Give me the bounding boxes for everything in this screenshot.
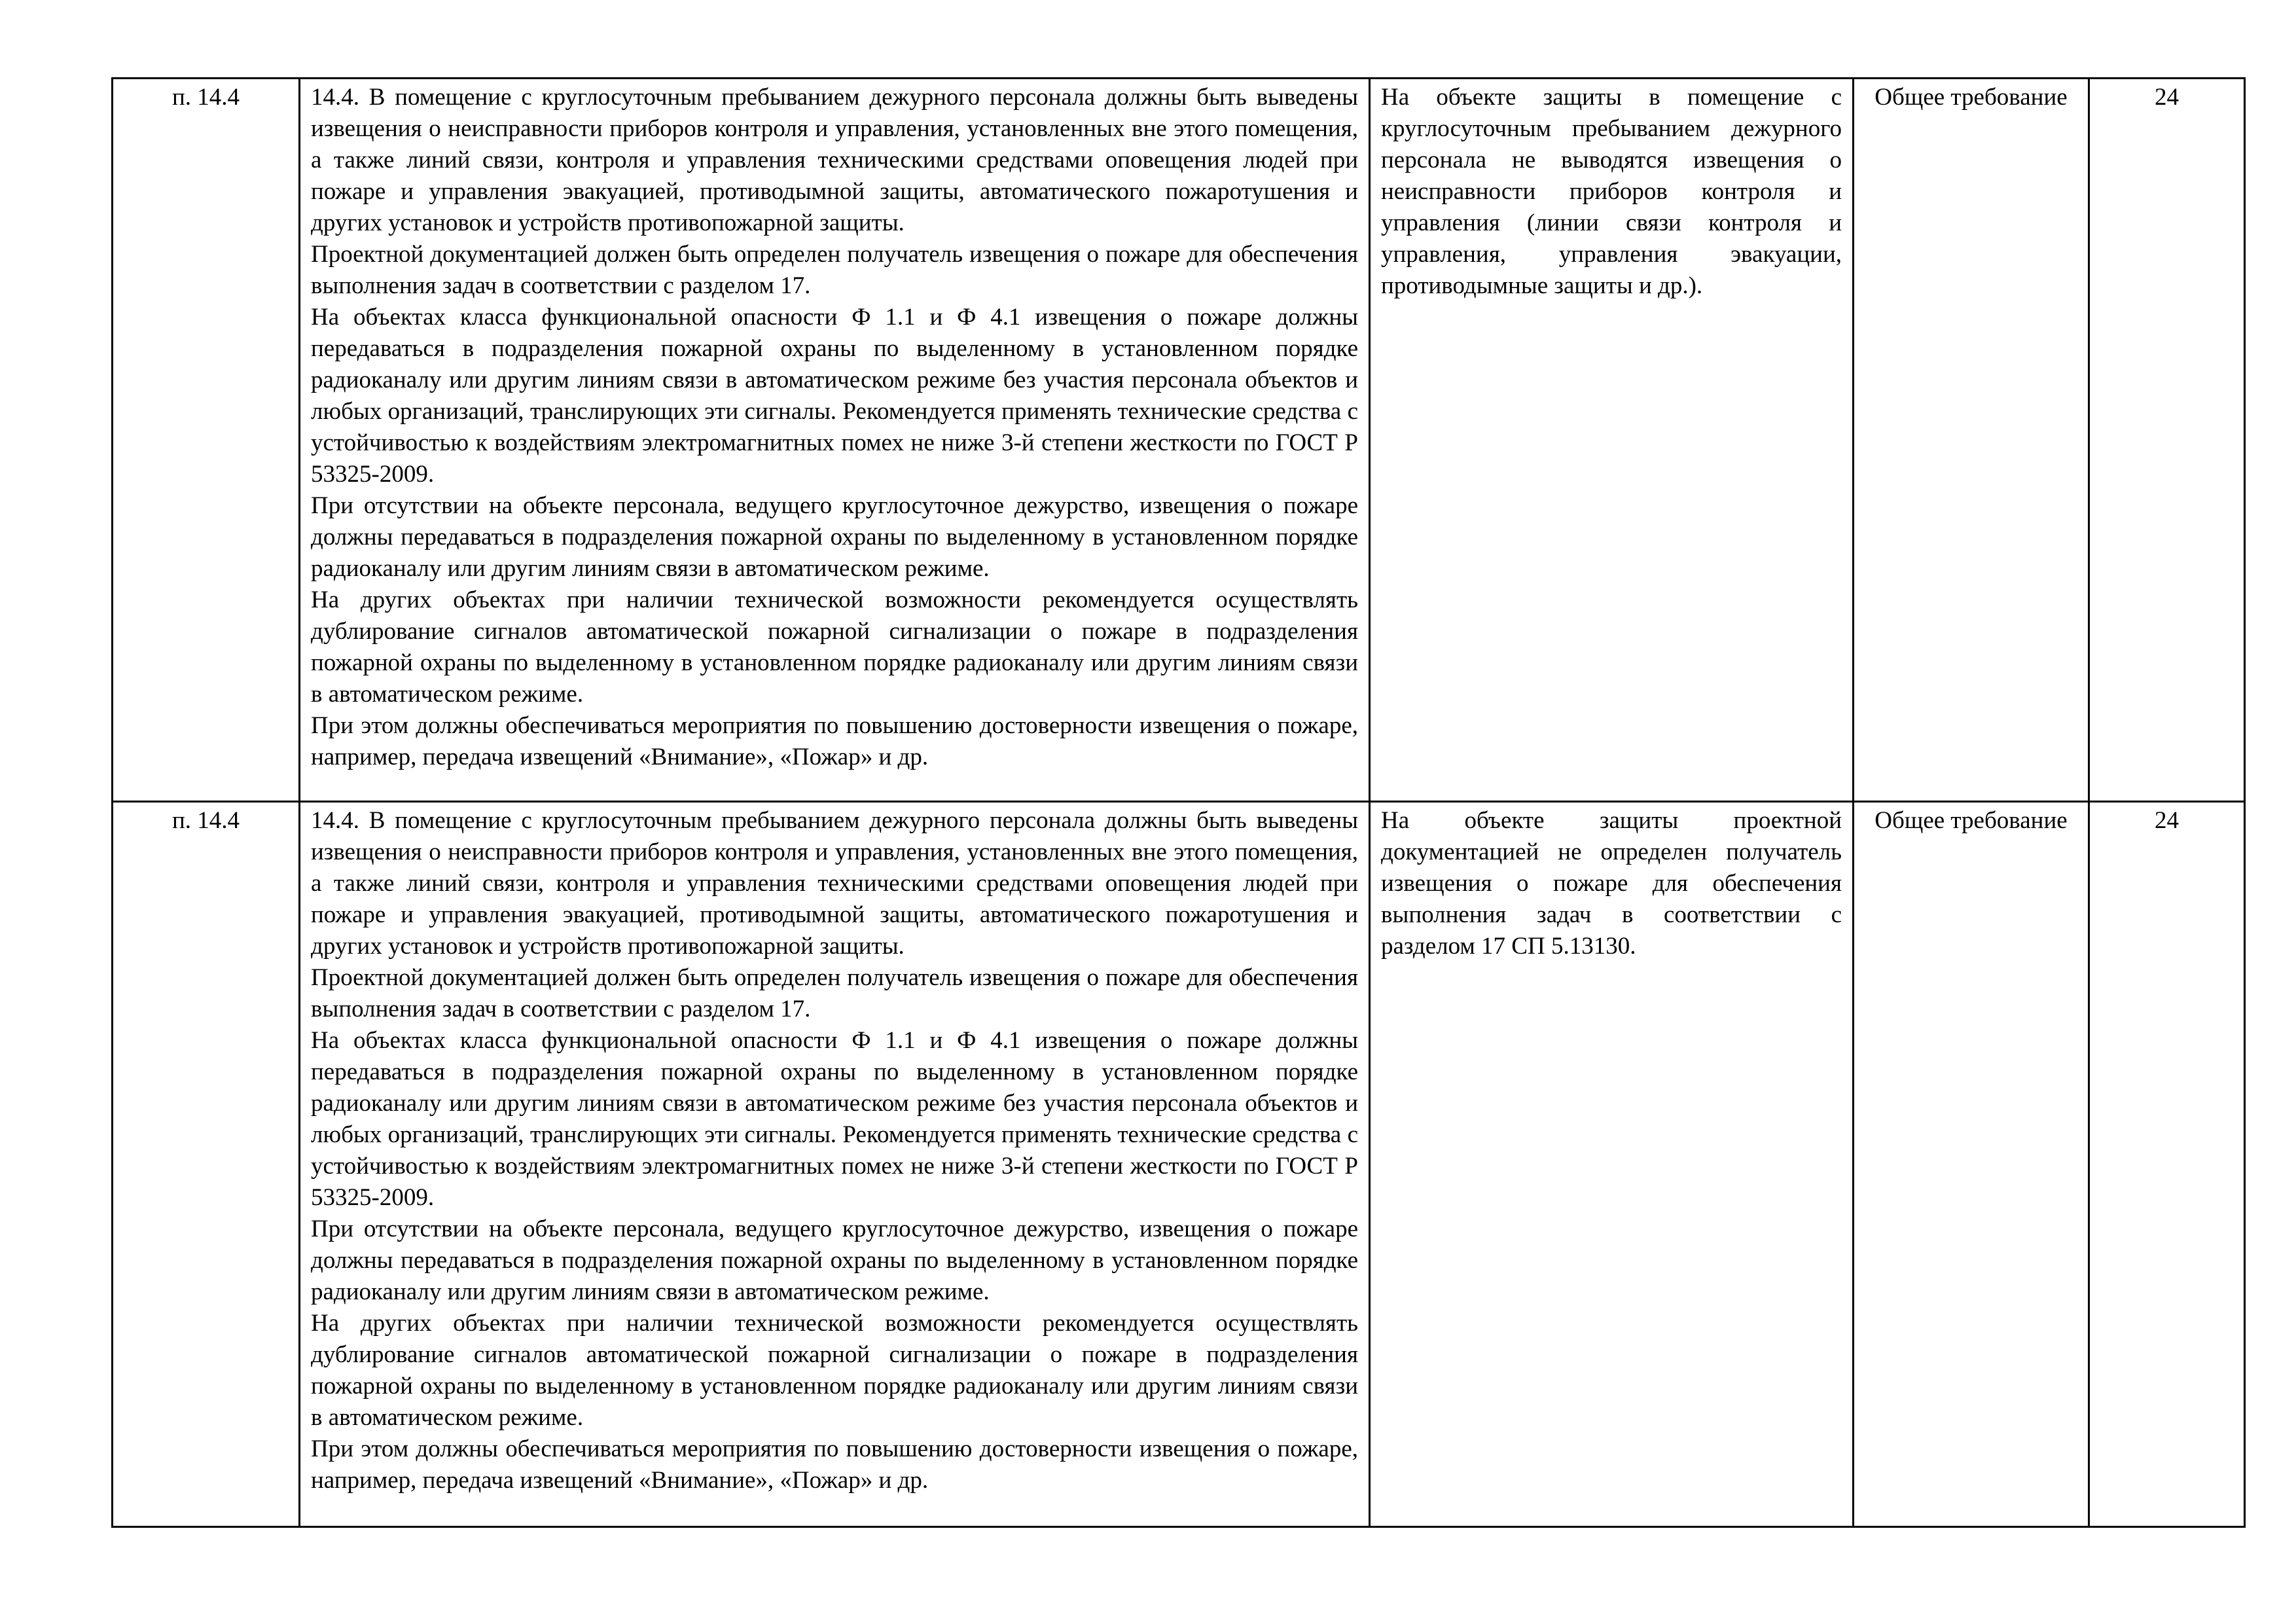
requirement-paragraph: На объектах класса функциональной опасности Ф 1.1 и Ф 4.1 извещения о пожаре должны передаваться в подразделения пожарной охраны по выделенному в установленном порядке радиоканалу или другим линиям связи в автоматическом режиме без участия персонала объектов и любых организаций, транслирующих эти сигналы. Рекомендуется применять технические средства с устойчивостью к воздействиям электромагнитных помех не ниже 3-й степени жесткости по ГОСТ Р 53325-2009.	[311, 304, 1358, 488]
page-number: 24	[2089, 79, 2245, 802]
requirement-type: Общее требование	[1854, 802, 2089, 1527]
violation-text: На объекте защиты проектной документацией не определен получатель извещения о пожаре для обеспечения выполнения задач в соответствии с разделом 17 СП 5.13130.	[1381, 807, 1842, 960]
page-number: 24	[2089, 802, 2245, 1527]
requirement-paragraph: Проектной документацией должен быть определен получатель извещения о пожаре для обеспечения выполнения задач в соответствии с разделом 17.	[311, 964, 1358, 1022]
clause-reference: п. 14.4	[113, 802, 300, 1527]
requirement-paragraph: При этом должны обеспечиваться мероприятия по повышению достоверности извещения о пожаре, например, передача извещений «Внимание», «Пожар» и др.	[311, 712, 1358, 770]
requirement-text	[300, 802, 1370, 1527]
requirement-paragraph: На объектах класса функциональной опасности Ф 1.1 и Ф 4.1 извещения о пожаре должны передаваться в подразделения пожарной охраны по выделенному в установленном порядке радиоканалу или другим линиям связи в автоматическом режиме без участия персонала объектов и любых организаций, транслирующих эти сигналы. Рекомендуется применять технические средства с устойчивостью к воздействиям электромагнитных помех не ниже 3-й степени жесткости по ГОСТ Р 53325-2009.	[311, 1027, 1358, 1211]
requirement-paragraph: На других объектах при наличии технической возможности рекомендуется осуществлять дублирование сигналов автоматической пожарной сигнализации о пожаре в подразделения пожарной охраны по выделенному в установленном порядке радиоканалу или другим линиям связи в автоматическом режиме.	[311, 586, 1358, 708]
requirement-paragraph: Проектной документацией должен быть определен получатель извещения о пожаре для обеспечения выполнения задач в соответствии с разделом 17.	[311, 241, 1358, 299]
requirement-type: Общее требование	[1854, 79, 2089, 802]
findings-table	[111, 77, 2246, 1528]
violation-description	[1370, 802, 1854, 1527]
table-row	[113, 79, 2245, 802]
requirement-paragraph: При отсутствии на объекте персонала, ведущего круглосуточное дежурство, извещения о пожаре должны передаваться в подразделения пожарной охраны по выделенному в установленном порядке радиоканалу или другим линиям связи в автоматическом режиме.	[311, 1216, 1358, 1305]
requirement-paragraph: На других объектах при наличии технической возможности рекомендуется осуществлять дублирование сигналов автоматической пожарной сигнализации о пожаре в подразделения пожарной охраны по выделенному в установленном порядке радиоканалу или другим линиям связи в автоматическом режиме.	[311, 1310, 1358, 1431]
clause-reference: п. 14.4	[113, 79, 300, 802]
requirement-paragraph: При этом должны обеспечиваться мероприятия по повышению достоверности извещения о пожаре, например, передача извещений «Внимание», «Пожар» и др.	[311, 1435, 1358, 1494]
document-page	[111, 77, 2244, 1528]
requirement-paragraph: 14.4. В помещение с круглосуточным пребыванием дежурного персонала должны быть выведены извещения о неисправности приборов контроля и управления, установленных вне этого помещения, а также линий связи, контроля и управления техническими средствами оповещения людей при пожаре и управления эвакуацией, противодымной защиты, автоматического пожаротушения и других установок и устройств противопожарной защиты.	[311, 84, 1358, 236]
requirement-text	[300, 79, 1370, 802]
violation-text: На объекте защиты в помещение с круглосуточным пребыванием дежурного персонала не выводятся извещения о неисправности приборов контроля и управления (линии связи контроля и управления, управления эвакуации, противодымные защиты и др.).	[1381, 84, 1842, 299]
requirement-paragraph: При отсутствии на объекте персонала, ведущего круглосуточное дежурство, извещения о пожаре должны передаваться в подразделения пожарной охраны по выделенному в установленном порядке радиоканалу или другим линиям связи в автоматическом режиме.	[311, 492, 1358, 582]
requirement-paragraph: 14.4. В помещение с круглосуточным пребыванием дежурного персонала должны быть выведены извещения о неисправности приборов контроля и управления, установленных вне этого помещения, а также линий связи, контроля и управления техническими средствами оповещения людей при пожаре и управления эвакуацией, противодымной защиты, автоматического пожаротушения и других установок и устройств противопожарной защиты.	[311, 807, 1358, 960]
table-row	[113, 802, 2245, 1527]
violation-description	[1370, 79, 1854, 802]
